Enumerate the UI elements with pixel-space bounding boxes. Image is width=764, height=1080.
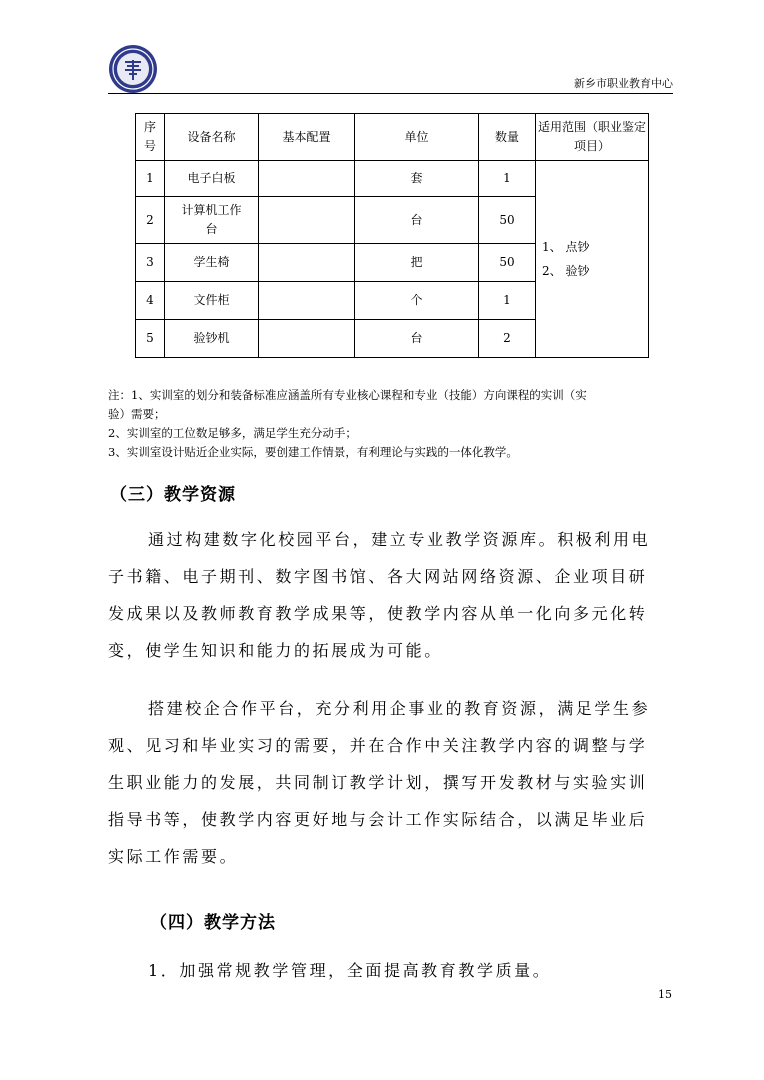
paragraph-line: 1．加强常规教学管理，全面提高教育教学质量。	[148, 961, 552, 980]
header-config: 基本配置	[259, 114, 355, 161]
cell-config	[259, 282, 355, 320]
table-row	[136, 161, 649, 197]
cell-qty: 1	[479, 161, 536, 197]
cell-unit: 台	[355, 320, 479, 358]
note-line: 验）需要；	[108, 407, 166, 421]
note-line: 注：1、实训室的划分和装备标准应涵盖所有专业核心课程和专业（技能）方向课程的实训（实	[108, 388, 587, 402]
school-logo	[108, 44, 158, 94]
header-rule	[108, 93, 673, 94]
section3-paragraph-2	[108, 690, 680, 875]
scope-line: 2、 验钞	[542, 264, 590, 278]
cell-qty: 2	[479, 320, 536, 358]
cell-no: 4	[136, 282, 165, 320]
paragraph-line: 观、见习和毕业实习的需要，并在合作中关注教学内容的调整与学	[108, 736, 648, 755]
section4-item-1	[108, 952, 680, 989]
note-line: 2、实训室的工位数足够多，满足学生充分动手；	[108, 426, 357, 440]
section3-heading: （三）教学资源	[110, 485, 236, 505]
header-no: 序号	[136, 114, 165, 161]
cell-no: 5	[136, 320, 165, 358]
paragraph-line: 生职业能力的发展，共同制订教学计划，撰写开发教材与实验实训	[108, 773, 648, 792]
note-line: 3、实训室设计贴近企业实际，要创建工作情景，有利理论与实践的一体化教学。	[108, 445, 518, 459]
header-name: 设备名称	[165, 114, 259, 161]
cell-no: 2	[136, 197, 165, 244]
cell-config	[259, 244, 355, 282]
header-org-name: 新乡市职业教育中心	[574, 77, 673, 90]
cell-unit: 台	[355, 197, 479, 244]
cell-no: 1	[136, 161, 165, 197]
cell-no: 3	[136, 244, 165, 282]
cell-scope	[536, 161, 649, 358]
cell-name: 验钞机	[165, 320, 259, 358]
cell-qty: 50	[479, 197, 536, 244]
cell-name: 学生椅	[165, 244, 259, 282]
paragraph-line: 实际工作需要。	[108, 847, 239, 866]
cell-name: 计算机工作台	[165, 197, 259, 244]
scope-line: 1、 点钞	[542, 240, 590, 254]
paragraph-line: 指导书等，使教学内容更好地与会计工作实际结合，以满足毕业后	[108, 810, 648, 829]
cell-unit: 个	[355, 282, 479, 320]
cell-unit: 把	[355, 244, 479, 282]
cell-qty: 50	[479, 244, 536, 282]
cell-config	[259, 161, 355, 197]
header-qty: 数量	[479, 114, 536, 161]
cell-qty: 1	[479, 282, 536, 320]
paragraph-line: 通过构建数字化校园平台，建立专业教学资源库。积极利用电	[148, 530, 651, 549]
header-unit: 单位	[355, 114, 479, 161]
table-header-row	[136, 114, 649, 161]
cell-config	[259, 320, 355, 358]
paragraph-line: 子书籍、电子期刊、数字图书馆、各大网站网络资源、企业项目研	[108, 567, 648, 586]
cell-config	[259, 197, 355, 244]
cell-name: 文件柜	[165, 282, 259, 320]
table-notes	[108, 386, 668, 462]
page-number: 15	[658, 988, 672, 1001]
header-scope: 适用范围（职业鉴定项目）	[536, 114, 649, 161]
paragraph-line: 发成果以及教师教育教学成果等，使教学内容从单一化向多元化转	[108, 604, 648, 623]
cell-unit: 套	[355, 161, 479, 197]
paragraph-line: 搭建校企合作平台，充分利用企事业的教育资源，满足学生参	[148, 699, 651, 718]
paragraph-line: 变，使学生知识和能力的拓展成为可能。	[108, 641, 443, 660]
equipment-table	[135, 113, 649, 358]
section4-heading: （四）教学方法	[150, 913, 276, 933]
section3-paragraph-1	[108, 521, 680, 669]
cell-name: 电子白板	[165, 161, 259, 197]
